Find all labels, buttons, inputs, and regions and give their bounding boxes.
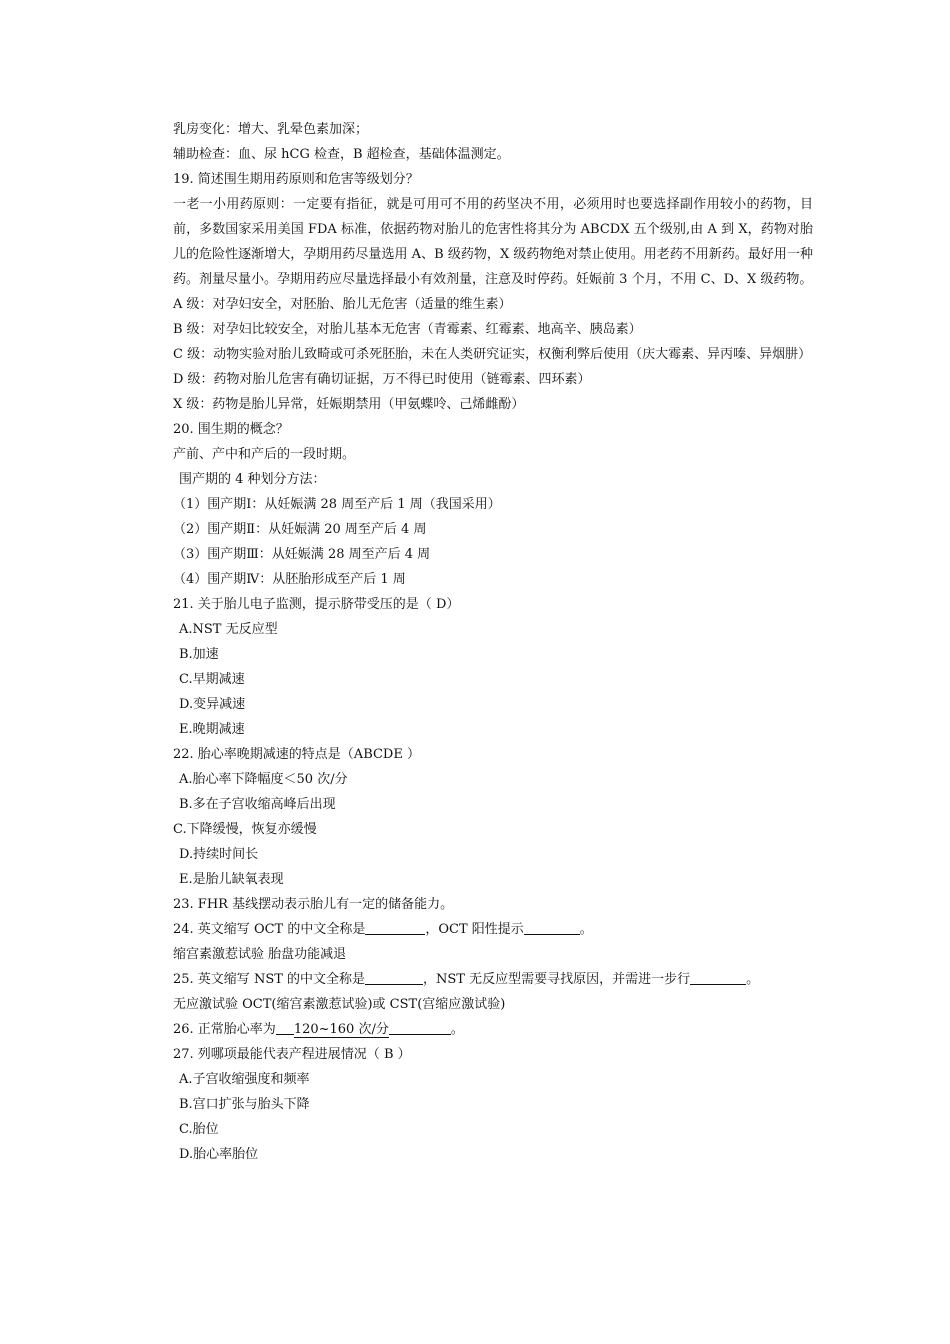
- filled-answer: 120~160 次/分: [293, 1022, 389, 1037]
- grade-b: B 级：对孕妇比较安全，对胎儿基本无危害（青霉素、红霉素、地高辛、胰岛素）: [173, 322, 642, 337]
- grade-x: X 级：药物是胎儿异常，妊娠期禁用（甲氨蝶呤、己烯雌酚）: [173, 397, 525, 412]
- answer-20-sub: 围产期的 4 种划分方法：: [179, 472, 326, 487]
- option: E.晚期减速: [179, 722, 245, 737]
- question-23: 23. FHR 基线摆动表示胎儿有一定的储备能力。: [173, 897, 454, 912]
- option: A.胎心率下降幅度＜50 次/分: [179, 772, 348, 787]
- answer-blank: [276, 1020, 294, 1035]
- option: A.子宫收缩强度和频率: [179, 1072, 310, 1087]
- option: E.是胎儿缺氧表现: [179, 872, 284, 887]
- answer-24: 缩宫素激惹试验 胎盘功能减退: [173, 947, 347, 962]
- answer-blank: [365, 970, 423, 985]
- option: B.加速: [179, 647, 219, 662]
- question-text: 25. 英文缩写 NST 的中文全称是: [173, 972, 366, 987]
- option: D.胎心率胎位: [179, 1147, 259, 1162]
- option: B.宫口扩张与胎头下降: [179, 1097, 310, 1112]
- question-text: ，OCT 阳性提示: [425, 922, 524, 937]
- question-24: [173, 917, 813, 942]
- question-21: 21. 关于胎儿电子监测，提示脐带受压的是（ D）: [173, 597, 460, 612]
- question-text: 24. 英文缩写 OCT 的中文全称是: [173, 922, 366, 937]
- question-text: 26. 正常胎心率为: [173, 1022, 276, 1037]
- answer-blank: [690, 970, 746, 985]
- document-page: [173, 117, 813, 1167]
- period-item: （4）围产期Ⅳ：从胚胎形成至产后 1 周: [173, 572, 406, 587]
- question-26: [173, 1017, 813, 1042]
- answer-25: 无应激试验 OCT(缩宫素激惹试验)或 CST(宫缩应激试验): [173, 997, 506, 1012]
- answer-20: 产前、产中和产后的一段时期。: [173, 447, 356, 462]
- option: C.早期减速: [179, 672, 245, 687]
- text-line: 辅助检查：血、尿 hCG 检查，B 超检查，基础体温测定。: [173, 147, 510, 162]
- grade-c: C 级：动物实验对胎儿致畸或可杀死胚胎，未在人类研究证实，权衡利弊后使用（庆大霉素、异丙嗪、异烟肼）: [173, 347, 812, 362]
- answer-blank: [389, 1020, 451, 1035]
- answer-blank: [365, 920, 425, 935]
- question-19: 19. 简述围生期用药原则和危害等级划分？: [173, 172, 419, 187]
- grade-d: D 级：药物对胎儿危害有确切证据，万不得已时使用（链霉素、四环素）: [173, 372, 591, 387]
- question-20: 20. 围生期的概念？: [173, 422, 289, 437]
- option: D.持续时间长: [179, 847, 259, 862]
- grade-a: A 级：对孕妇安全，对胚胎、胎儿无危害（适量的维生素）: [173, 297, 512, 312]
- option: A.NST 无反应型: [179, 622, 278, 637]
- question-text: 。: [746, 972, 760, 987]
- question-25: [173, 967, 813, 992]
- option: B.多在子宫收缩高峰后出现: [179, 797, 336, 812]
- question-text: ，NST 无反应型需要寻找原因，并需进一步行: [423, 972, 691, 987]
- answer-blank: [524, 920, 580, 935]
- question-22: 22. 胎心率晚期减速的特点是（ABCDE ）: [173, 747, 420, 762]
- question-text: 。: [579, 922, 593, 937]
- option: C.下降缓慢，恢复亦缓慢: [173, 822, 317, 837]
- text-line: 乳房变化：增大、乳晕色素加深；: [173, 122, 369, 137]
- period-item: （2）围产期Ⅱ：从妊娠满 20 周至产后 4 周: [173, 522, 427, 537]
- question-27: 27. 列哪项最能代表产程进展情况（ B ）: [173, 1047, 411, 1062]
- option: C.胎位: [179, 1122, 219, 1137]
- answer-19: 一老一小用药原则：一定要有指征，就是可用可不用的药坚决不用，必须用时也要选择副作用较小的药物，目前，多数国家采用美国 FDA 标准，依据药物对胎儿的危害性将其分为 ABCDX 五个级别,由 A 到 X，药物对胎儿的危险性逐渐增大，孕期用药尽量选用 A、B 级药物，X 级药物绝对禁止使用。用老药不用新药。最好用一种药。剂量尽量小。孕期用药应尽量选择最小有效剂量，注意及时停药。妊娠前 3 个月，不用 C、D、X 级药物。: [173, 197, 813, 287]
- option: D.变异减速: [179, 697, 246, 712]
- period-item: （1）围产期Ⅰ：从妊娠满 28 周至产后 1 周（我国采用）: [173, 497, 501, 512]
- period-item: （3）围产期Ⅲ：从妊娠满 28 周至产后 4 周: [173, 547, 431, 562]
- question-text: 。: [450, 1022, 464, 1037]
